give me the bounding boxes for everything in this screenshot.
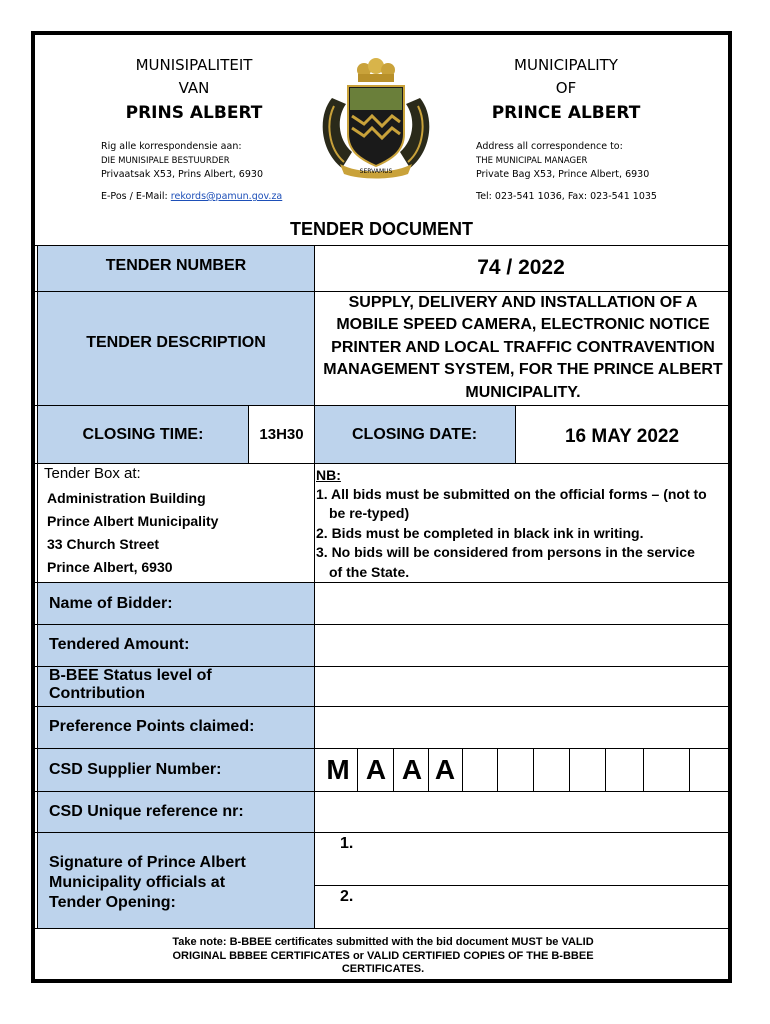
closing-time-label: CLOSING TIME: <box>82 425 204 443</box>
bidder-name-label: Name of Bidder: <box>49 594 173 612</box>
header-contact <box>476 190 657 204</box>
municipal-crest <box>312 56 440 180</box>
svg-text:SERVAMUS: SERVAMUS <box>359 168 393 175</box>
nb-heading: NB: <box>316 467 341 483</box>
email-label: E-Pos / E-Mail: <box>101 191 168 202</box>
footer-note <box>40 936 726 977</box>
document-title: TENDER DOCUMENT <box>290 218 473 239</box>
email-link[interactable]: rekords@pamun.gov.za <box>170 191 283 202</box>
csd-reference-field[interactable] <box>315 793 728 832</box>
csd-box[interactable]: A <box>365 754 387 785</box>
contact-numbers: Tel: 023-541 1036, Fax: 023-541 1035 <box>476 191 657 202</box>
csd-supplier-label: CSD Supplier Number: <box>49 761 222 778</box>
tender-description-value: SUPPLY, DELIVERY AND INSTALLATION OF A MOBILE SPEED CAMERA, ELECTRONIC NOTICE PRINTER AND LOCAL TRAFFIC CONTRAVENTION MANAGEMENT SYSTEM, FOR THE PRINCE ALBERT MUNICIPALITY. <box>323 293 723 401</box>
signature-slot-1-field[interactable] <box>315 833 728 885</box>
signature-officials-label <box>49 853 311 913</box>
signature-label-line1: Signature of Prince Albert <box>49 854 246 871</box>
table-rule <box>35 245 728 246</box>
crest-icon <box>312 56 440 180</box>
tendered-amount-field[interactable] <box>315 625 728 666</box>
signature-label-line3: Tender Opening: <box>49 894 176 911</box>
bbee-status-field[interactable] <box>315 667 728 706</box>
csd-box-rule <box>643 748 644 791</box>
closing-time-value: 13H30 <box>249 406 314 463</box>
address-line1-af: DIE MUNISIPALE BESTUURDER <box>101 156 230 166</box>
table-rule <box>35 463 728 464</box>
tender-box-line: 33 Church Street <box>47 536 160 552</box>
signature-slot-1-label: 1. <box>340 835 354 852</box>
nb-item-3: 3. No bids will be considered from persons in the service <box>316 544 695 560</box>
tender-box-line: Prince Albert Municipality <box>47 513 219 529</box>
header-left-line1: MUNISIPALITEIT <box>135 56 253 74</box>
signature-label-line2: Municipality officials at <box>49 874 226 891</box>
tender-description-label: TENDER DESCRIPTION <box>86 334 266 351</box>
nb-notes <box>316 466 730 582</box>
csd-reference-label: CSD Unique reference nr: <box>49 803 244 820</box>
address-intro-en: Address all correspondence to: <box>476 141 623 152</box>
header-right-address <box>476 140 649 182</box>
footer-note-line1: Take note: B-BBEE certificates submitted with the bid document MUST be VALID <box>172 936 594 948</box>
table-rule <box>35 582 728 583</box>
header-right-line1: MUNICIPALITY <box>514 56 618 74</box>
nb-item-1-continued: be re-typed) <box>329 505 410 521</box>
csd-box[interactable]: A <box>401 754 423 785</box>
footer-note-line3: CERTIFICATES. <box>341 963 425 975</box>
table-rule <box>35 666 728 667</box>
header-right-name: PRINCE ALBERT <box>491 103 641 123</box>
table-rule <box>35 791 728 792</box>
table-rule <box>248 405 249 463</box>
signature-slot-2-field[interactable] <box>315 886 728 928</box>
nb-item-3-continued: of the State. <box>329 563 410 580</box>
closing-date-value: 16 MAY 2022 <box>564 425 680 447</box>
address-intro-af: Rig alle korrespondensie aan: <box>101 141 242 152</box>
csd-box[interactable] <box>690 751 728 789</box>
header-left-address <box>101 140 263 182</box>
table-rule <box>314 885 728 886</box>
csd-box-rule <box>605 748 606 791</box>
closing-date-label: CLOSING DATE: <box>351 425 478 443</box>
header-left-name: PRINS ALBERT <box>125 103 263 123</box>
municipality-english-heading <box>480 54 652 125</box>
municipality-afrikaans-heading <box>110 54 278 125</box>
csd-box-rule <box>393 748 394 791</box>
tender-number-value: 74 / 2022 <box>477 256 565 279</box>
table-rule <box>35 291 728 292</box>
tender-number-label: TENDER NUMBER <box>105 257 247 274</box>
footer-note-line2: ORIGINAL BBBEE CERTIFICATES or VALID CERTIFIED COPIES OF THE B-BBEE <box>172 949 594 962</box>
csd-box[interactable] <box>534 751 568 789</box>
table-rule <box>515 405 516 463</box>
bbee-status-line2: Contribution <box>49 685 145 702</box>
bidder-name-field[interactable] <box>315 584 728 624</box>
signature-slot-2-label: 2. <box>340 888 354 905</box>
nb-item-2: 2. Bids must be completed in black ink in writing. <box>316 524 644 541</box>
header-left-line2: VAN <box>178 79 210 97</box>
header-right-line2: OF <box>555 79 577 97</box>
csd-box-rule <box>689 748 690 791</box>
table-rule <box>35 624 728 625</box>
table-rule <box>35 706 728 707</box>
csd-box[interactable] <box>644 751 688 789</box>
tender-box-line: Prince Albert, 6930 <box>47 559 173 575</box>
table-rule <box>35 748 728 749</box>
address-line1-en: THE MUNICIPAL MANAGER <box>476 156 588 166</box>
header-email <box>101 190 282 204</box>
tender-box-heading: Tender Box at: <box>44 465 141 482</box>
tendered-amount-label: Tendered Amount: <box>49 636 190 653</box>
csd-box-rule <box>569 748 570 791</box>
table-rule <box>314 245 315 929</box>
address-line2-en: Private Bag X53, Prince Albert, 6930 <box>476 169 650 180</box>
bbee-status-label <box>49 667 311 703</box>
csd-box-rule <box>533 748 534 791</box>
csd-box-rule <box>357 748 358 791</box>
tender-box-address <box>47 487 312 579</box>
table-rule <box>37 245 38 929</box>
csd-box[interactable] <box>463 751 497 789</box>
preference-points-field[interactable] <box>315 707 728 748</box>
csd-box[interactable] <box>570 751 604 789</box>
nb-item-1: 1. All bids must be submitted on the official forms – (not to <box>316 485 707 502</box>
csd-box-rule <box>497 748 498 791</box>
preference-points-label: Preference Points claimed: <box>49 718 255 735</box>
table-rule <box>35 928 728 929</box>
tender-box-line: Administration Building <box>47 490 206 506</box>
csd-box-rule <box>428 748 429 791</box>
csd-box[interactable] <box>606 751 642 789</box>
bbee-status-line1: B-BEE Status level of <box>49 667 212 684</box>
csd-box-rule <box>462 748 463 791</box>
csd-box[interactable] <box>498 751 532 789</box>
csd-box[interactable]: M <box>326 754 350 785</box>
csd-box[interactable]: A <box>434 754 456 785</box>
table-rule <box>35 832 728 833</box>
table-rule <box>35 405 728 406</box>
address-line2-af: Privaatsak X53, Prins Albert, 6930 <box>101 169 263 180</box>
